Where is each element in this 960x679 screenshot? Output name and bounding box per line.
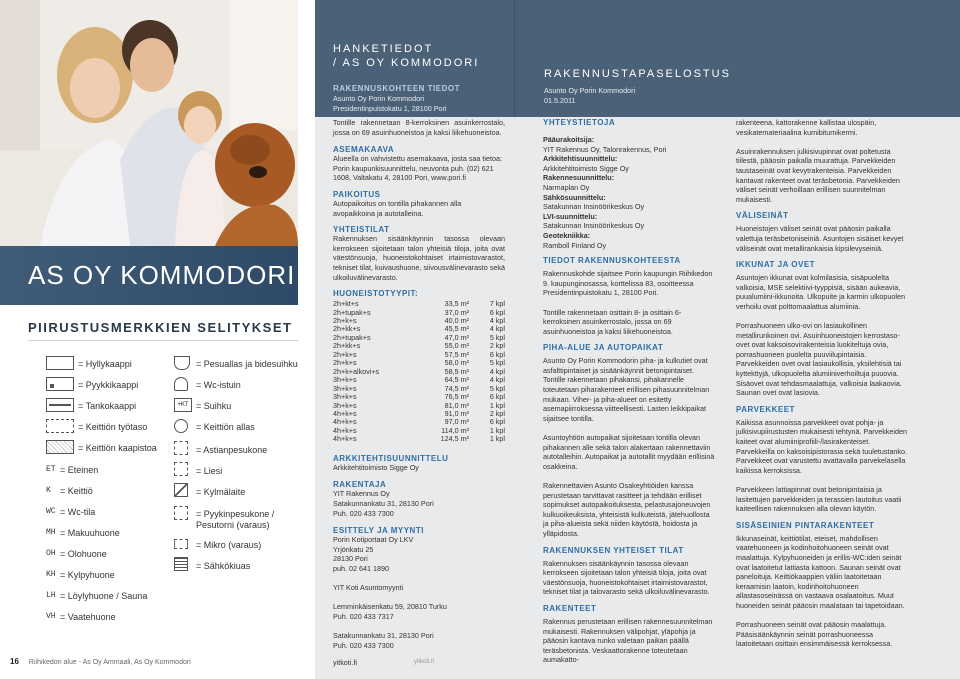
hanketiedot-header [315, 0, 514, 117]
fridge-symbol [174, 483, 190, 497]
washbasin-symbol [174, 356, 190, 370]
count-cell: 1 kpl [489, 400, 505, 410]
legend-item: = Wc-istuin [196, 380, 241, 390]
legend-item: = Hyllykaappi [78, 359, 132, 369]
count-cell: 5 kpl [489, 358, 505, 368]
abbr-code: MH [46, 528, 56, 537]
ikkunat-title: IKKUNAT JA OVET [736, 260, 816, 270]
abbr-meaning: = Makuuhuone [60, 528, 120, 538]
apartment-type-row [333, 393, 505, 401]
shower-symbol: +KT [174, 398, 192, 412]
count-cell: 1 kpl [489, 434, 505, 444]
url-text: yitkoti.fi [333, 658, 357, 668]
footer-url: yitkoti.fi [414, 659, 435, 665]
count-cell: 6 kpl [489, 392, 505, 402]
type-cell: 3h+k+s [333, 375, 357, 385]
contact-company: Narmaplan Oy [543, 182, 590, 192]
contact-company: Ramboll Finland Oy [543, 240, 607, 250]
family-photo [0, 0, 298, 246]
kitchen-counter-symbol [46, 419, 74, 433]
ark-title: ARKKITEHTISUUNNITTELU [333, 453, 449, 463]
column-hanketiedot [333, 118, 505, 668]
rakentaja-title: RAKENTAJA [333, 480, 387, 490]
type-cell: 2h+kt+s [333, 299, 359, 309]
contact-company: Satakunnan Insinöörikeskus Oy [543, 202, 645, 212]
contact-role: Sähkösuunnittelu: [543, 192, 606, 202]
abbr-meaning: = Löylyhuone / Sauna [60, 591, 148, 601]
apartment-type-row [333, 351, 505, 359]
valiseinat-title: VÄLISEINÄT [736, 211, 789, 221]
legend-item: = Liesi [196, 466, 223, 476]
piha-text: Asunto Oy Porin Kommodorin piha- ja kulkutiet ovat asfalttipintaiset ja sisäänkäynnit betonipintaiset. Tontille rakennetaan pihakansi, pihakannelle toteutetaan piharakenteet erillisen pihasuunnitelman mukaan. Viher- ja piha-alueet on esitetty asemapiirroksessa viitteellisesti. Lasten leikkipaikat sijaitsee tontilla. Asuntoyhtiön autopaikat sijoitetaan tontilla olevan pihakannen alle sekä talon alakertaan rakennettaviin autotalleihin. Autopaikat ja autotallit myydään erillisinä osakkeina. Rakennettavien Asunto Osakeyhtiöiden kanssa perustetaan tarvittavat rasitteet ja tehdään erilliset sopimukset autopaikoituksesta, pelastusajoneuvojen kulkuoikeuksista, yhteisistä kulkuteistä, jätehuollosta ja piha-alueista sekä niiden käytöstä, hoidosta ja ylläpidosta. [543, 356, 715, 538]
count-cell: 1 kpl [489, 425, 505, 435]
apartment-types-table [333, 300, 505, 444]
ark-text: Arkkitehtitoimisto Sigge Oy [333, 462, 419, 472]
type-cell: 2h+kk+s [333, 324, 361, 334]
kitchen-sink-symbol [174, 419, 190, 433]
legend-item: = Pyykkikaappi [78, 380, 139, 390]
microwave-symbol [174, 537, 190, 551]
area-cell: 45,5 m² [444, 324, 469, 334]
rakentaja-text: YIT Rakennus Oy Satakunnankatu 31, 28130 Pori Puh. 020 433 7300 [333, 489, 434, 518]
intro-text: Tontille rakennetaan 8-kerroksinen asuinkerrostalo, jossa on 69 asuinhuoneistoa ja kaksi liikehuoneistoa. [333, 118, 505, 137]
legend-divider [28, 340, 298, 341]
project-title: AS OY KOMMODORI [28, 260, 296, 290]
kitchen-cabinet-symbol [46, 440, 74, 454]
apartment-type-row [333, 385, 505, 393]
legend-item: = Keittiön kaapistoa [78, 443, 157, 453]
asemakaava-title: ASEMAKAAVA [333, 145, 395, 155]
contact-role: Rakennesuunnittelu: [543, 173, 615, 183]
type-cell: 4h+k+s [333, 409, 357, 419]
shelf-cabinet-symbol [46, 356, 74, 370]
count-cell: 4 kpl [489, 324, 505, 334]
contact-company: Satakunnan Insinöörikeskus Oy [543, 221, 645, 231]
rk-text: Asunto Oy Porin Kommodori Presidentinpuistokatu 1, 28100 Pori [333, 94, 447, 113]
area-cell: 97,0 m² [444, 417, 469, 427]
area-cell: 76,5 m² [444, 392, 469, 402]
left-footer [10, 657, 191, 666]
abbr-meaning: = Kylpyhuone [60, 570, 115, 580]
rakennustapa-header [514, 0, 960, 117]
abbr-meaning: = Keittiö [60, 486, 93, 496]
type-cell: 2h+tupak+s [333, 307, 371, 317]
yhteistilat-title: YHTEISTILAT [333, 225, 390, 235]
rakenteet-text: Rakennus perustetaan erillisen rakennesuunnitelman mukaisesti. Rakennuksen välipohjat, yläpohja ja pääosin kantava runko valetaan paikan päällä teräsbetonista. Veskaattorakenne toteutetaan aumakatto- [543, 616, 713, 665]
count-cell: 7 kpl [489, 299, 505, 309]
column-continued [736, 118, 910, 649]
count-cell: 5 kpl [489, 332, 505, 342]
count-cell: 6 kpl [489, 307, 505, 317]
area-cell: 114,0 m² [441, 425, 469, 435]
type-cell: 4h+k+s [333, 425, 357, 435]
sauna-stove-symbol [174, 557, 190, 571]
apartment-type-row [333, 435, 505, 443]
area-cell: 58,0 m² [444, 358, 469, 368]
yhteiset-title: RAKENNUKSEN YHTEISET TILAT [543, 545, 684, 555]
col3-intro: rakenteena, kattorakenne kallistaa ulospäin, vesikatemateriaalina kumibitumikermi. Asuinrakennuksen julkisivupinnat ovat poltetusta tiilestä, pääosin paikalla muurattuja. Parvekkeiden taustaseinät ovat kevytrakenteisia. Parvekkeiden kantavat rakenteet ovat teräsbetonia. Parvekkeiden väliset seinät verhoillaan erillisen suunnitelman mukaisesti. [736, 118, 900, 204]
hanketiedot-title: HANKETIEDOT / AS OY KOMMODORI [333, 43, 480, 69]
area-cell: 55,0 m² [444, 341, 469, 351]
legend-item: = Mikro (varaus) [196, 540, 262, 550]
count-cell: 4 kpl [489, 375, 505, 385]
column-rakennustapa [543, 118, 717, 665]
area-cell: 33,5 m² [444, 299, 469, 309]
apartment-type-row [333, 402, 505, 410]
abbr-meaning: = Vaatehuone [60, 612, 116, 622]
count-cell: 4 kpl [489, 366, 505, 376]
rakennustapa-title: RAKENNUSTAPASELOSTUS [544, 68, 731, 80]
apartment-type-row [333, 309, 505, 317]
area-cell: 81,0 m² [444, 400, 469, 410]
legend-item: = Keittiön allas [196, 422, 255, 432]
contact-company: YIT Rakennus Oy, Talonrakennus, Pori [543, 144, 667, 154]
legend-item: = Suihku [196, 401, 232, 411]
apartment-type-row [333, 410, 505, 418]
rakennustapa-sub: Asunto Oy Porin Kommodori 01.5.2011 [544, 86, 636, 105]
apartment-type-row [333, 368, 505, 376]
asemakaava-text: Alueella on vahvistettu asemakaava, josta saa tietoa: Porin kaupunkisuunnittelu, neuvonta puh. (02) 621 1608, Valtakatu 4, 28100 Pori, www.pori.fi [333, 154, 503, 183]
contact-company: Arkkitehtitoimisto Sigge Oy [543, 163, 629, 173]
contact-role: Geotekniikka: [543, 230, 591, 240]
type-cell: 3h+k+s [333, 383, 357, 393]
type-cell: 4h+k+s [333, 417, 357, 427]
tiedot-text: Rakennuskohde sijaitsee Porin kaupungin Riihikedon 9. kaupunginosassa, korttelissa 83, osoitteessa Presidentinpuistokatu 1, 28100 Pori. Tontille rakennetaan osittain 8- ja osittain 6-kerroksinen asuinkerrostalo, jossa on 69 asuinhuoneistoa ja kaksi liikehuoneistoa. [543, 269, 713, 336]
area-cell: 124,5 m² [440, 434, 469, 444]
type-cell: 2h+k+s [333, 316, 357, 326]
apartment-type-row [333, 427, 505, 435]
legend-item: = Pesuallas ja bidesuihku [196, 359, 298, 369]
yhteystietoja-title: YHTEYSTIETOJA [543, 118, 616, 127]
piha-title: PIHA-ALUE JA AUTOPAIKAT [543, 343, 664, 353]
type-cell: 2h+kk+s [333, 341, 361, 351]
abbr-code: K [46, 486, 51, 495]
area-cell: 64,5 m² [444, 375, 469, 385]
contact-role: Arkkitehtisuunnittelu: [543, 154, 618, 164]
type-cell: 2h+k+s [333, 358, 357, 368]
esittely-title: ESITTELY JA MYYNTI [333, 526, 424, 536]
contact-role: Pääurakoitsija: [543, 135, 595, 144]
abbr-code: OH [46, 549, 56, 558]
abbr-code: KH [46, 570, 56, 579]
project-title-bar [0, 246, 298, 305]
abbr-code: VH [46, 612, 56, 621]
esittely-text: Porin Kotiportaat Oy LKV Yrjönkatu 25 28130 Pori puh. 02 641 1890 YIT Koti Asuntomyynti Lemminkäisenkatu 59, 20810 Turku Puh. 020 433 7317 Satakunnankatu 31, 28130 Pori Puh. 020 433 7300 [333, 535, 447, 650]
wardrobe-symbol [46, 398, 74, 412]
legend-item: = Tankokaappi [78, 401, 137, 411]
yhteistilat-text: Rakennuksen sisäänkäynnin tasossa olevaan kerrokseen sijoitetaan talon yhteisiä tiloja, joita ovat väestönsuoja, huoneistokohtaiset irtaimistovarastot, tekniset tilat, kuivaushuone, siivousvälinevarasto sekä ulkoiluvälinevarasto. [333, 234, 505, 282]
count-cell: 6 kpl [489, 417, 505, 427]
stove-symbol [174, 462, 190, 476]
rk-title: RAKENNUSKOHTEEN TIEDOT [333, 84, 461, 93]
abbr-code: LH [46, 591, 56, 600]
type-cell: 2h+k+alkovi+s [333, 366, 380, 376]
apartment-type-row [333, 376, 505, 384]
valiseinat-text: Huoneistojen väliset seinät ovat pääosin paikalla valettuja teräsbetoniseiniä. Asuntojen sisäiset kevyet väliseinät ovat metallirankaisia kipsilevyseiniä. [736, 224, 904, 253]
sisapinnat-title: SISÄSEINIEN PINTARAKENTEET [736, 520, 875, 530]
legend-item: = Kylmälaite [196, 487, 246, 497]
page-number: 16 [10, 657, 19, 666]
apartment-type-row [333, 418, 505, 426]
tiedot-title: TIEDOT RAKENNUSKOHTEESTA [543, 256, 681, 266]
type-cell: 3h+k+s [333, 400, 357, 410]
toilet-symbol [174, 377, 190, 391]
abbr-code: ET [46, 465, 56, 474]
type-cell: 4h+k+s [333, 434, 357, 444]
contact-role: LVI-suunnittelu: [543, 211, 598, 221]
ikkunat-text: Asuntojen ikkunat ovat kolmilasisia, sisäpuolelta valkoisia, MSE selektiivi-tyyppisiä, sisään aukeavia, puualumiini-ikkunoita. Ulkopuite ja karmin ulkopuolen verhoilu ovat polttomaalattua alumiinia. Porrashuoneen ulko-ovi on lasiaukollinen metallirunkoinen ovi. Asuinhuoneistojen kerrostaso-ovet ovat kaksoisovirakenteisia luokiteltuja ovia, porrashuoneen puolelta puuviilupintaisia. Parvekkeiden ovet ovat lasiaukollisia, yksilehtisiä tai kyttekttyjä, ulkopuolelta alumiiniverhoiltuja puuovia. Sisäovet ovat tehdasmaalattuja, valkoisia laakaovia. Saunan ovet ovat lasiovia. [736, 273, 905, 398]
count-cell: 2 kpl [489, 409, 505, 419]
abbr-meaning: = Olohuone [60, 549, 107, 559]
huoneistotyypit-title: HUONEISTOTYYPIT: [333, 289, 419, 299]
abbr-meaning: = Wc-tila [60, 507, 96, 517]
abbr-code: WC [46, 507, 56, 516]
apartment-type-row [333, 342, 505, 350]
count-cell: 5 kpl [489, 383, 505, 393]
area-cell: 40,0 m² [444, 316, 469, 326]
area-cell: 74,5 m² [444, 383, 469, 393]
count-cell: 2 kpl [489, 341, 505, 351]
sisapinnat-text: Ikkunaseinät, keittiötilat, eteiset, mahdollisen vaatehuoneen ja kodinhoitohuoneen seinät ovat maalattuja. Kylpyhuoneiden ja erillis-WC:iden seinät ovat laatoitetut lattiasta kattoon. Saunan seinät ovat paneloituja. Keittiökaappien väliin laatoitetaan keraamisin laatoin, kodinhoitohuoneen allastasoseinässä on vastaava osalaatoitus. Muut huoneiden seinät pääosin maalataan tai tapetoidaan. Porrashuoneen seinät ovat pääosin maalattuja. Pääsisäänkäynnin seinät porrashuoneessa laatoitetaan osittain ensimmäisessä kerroksessa. [736, 533, 905, 649]
area-cell: 58,5 m² [444, 366, 469, 376]
parvekkeet-title: PARVEKKEET [736, 404, 795, 414]
paikoitus-title: PAIKOITUS [333, 189, 381, 199]
type-cell: 2h+tupak+s [333, 332, 371, 342]
dishwasher-symbol [174, 441, 190, 455]
area-cell: 37,0 m² [444, 307, 469, 317]
abbr-meaning: = Eteinen [60, 465, 99, 475]
legend-title: PIIRUSTUSMERKKIEN SELITYKSET [28, 320, 293, 335]
area-cell: 47,0 m² [444, 332, 469, 342]
rakenteet-title: RAKENTEET [543, 603, 597, 613]
washing-machine-symbol [174, 506, 190, 520]
legend-item: = Keittiön työtaso [78, 422, 148, 432]
count-cell: 4 kpl [489, 316, 505, 326]
parvekkeet-text: Kaikissa asunnoissa parvekkeet ovat pohja- ja julkisivupiirustusten mukaisesti tehtynä. Parvekkeiden kaiteet ovat alumiiniprofiili-/lasirakenteiset. Parvekkeilla on kaksoisipistorasia sekä tuuletustanko. Parvekkeet ovat varustettu avattavalla parvekelasella kaikissa kerroksissa. Parvekkeen lattiapinnat ovat betonipintaisia ja lasitettujen parvekkeiden ja terassien lautoitus vaatii kaiteellisen rakennuksen alla olevan käytön. [736, 417, 907, 514]
type-cell: 3h+k+s [333, 392, 357, 402]
contacts-list [543, 135, 717, 250]
legend-item: = Astianpesukone [196, 445, 268, 455]
area-cell: 91,0 m² [444, 409, 469, 419]
yhteiset-text: Rakennuksen sisäänkäynnin tasossa olevaan kerrokseen sijoitetaan talon yhteisiä tiloja, joita ovat väestönsuoja, huoneistokohtaiset irtaimistovarastot, tekniset tilat ja talovarasto sekä ulkoiluvälinevarasto. [543, 558, 710, 597]
legend-item: = Pyykinpesukone / Pesutorni (varaus) [196, 509, 275, 530]
paikoitus-text: Autopaikoitus on tontilla pihakannen alla avopaikkoina ja autotalleina. [333, 198, 462, 218]
laundry-cabinet-symbol [46, 377, 74, 391]
footer-text: Riihikedon alue - As Oy Ammaali, As Oy Kommodori [28, 659, 191, 666]
area-cell: 57,5 m² [444, 349, 469, 359]
type-cell: 2h+k+s [333, 349, 357, 359]
legend-item: = Sähkökiuas [196, 561, 251, 571]
count-cell: 6 kpl [489, 349, 505, 359]
